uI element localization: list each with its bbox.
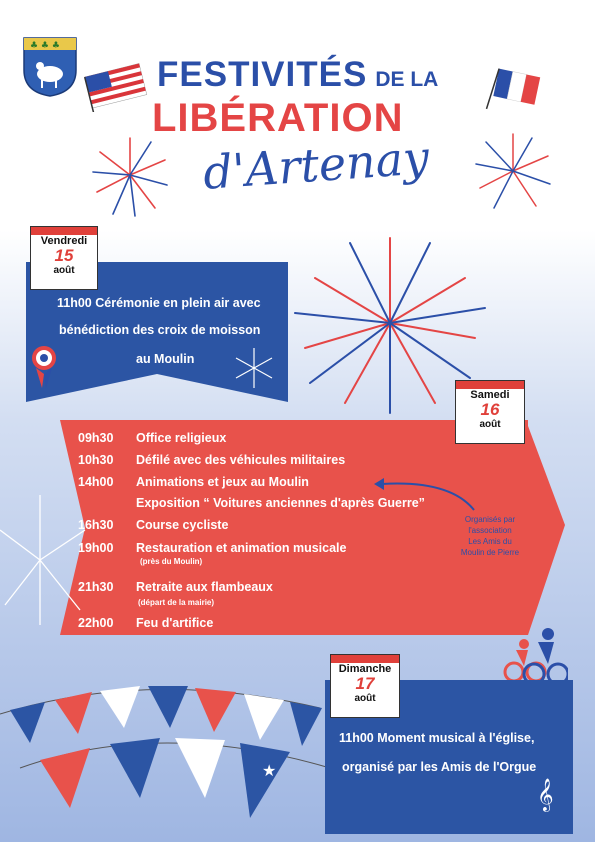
sunday-calendar: [330, 654, 400, 718]
saturday-calendar: [455, 380, 525, 444]
saturday-month: août: [479, 419, 501, 430]
title-artenay: d'Artenay: [201, 130, 431, 200]
friday-month: août: [53, 265, 75, 276]
arrow-icon: [370, 474, 480, 514]
sunday-month: août: [354, 693, 376, 704]
friday-line-1: 11h00 Cérémonie en plein air avec: [57, 296, 261, 310]
french-flag-icon: [485, 64, 541, 116]
calendar-header-bar: [456, 381, 524, 389]
event-time: 19h00: [78, 541, 114, 555]
bunting-icon: [0, 648, 330, 838]
coat-of-arms-icon: [22, 36, 78, 98]
friday-line-3: au Moulin: [136, 352, 195, 366]
event-note: (près du Moulin): [140, 557, 203, 566]
event-label: Exposition “ Voitures anciennes d'après Guerre”: [136, 496, 425, 510]
event-label: Animations et jeux au Moulin: [136, 475, 309, 489]
sunday-date: 17: [355, 674, 375, 693]
svg-text:★: ★: [262, 761, 277, 780]
title-festivites: FESTIVITÉS DE LA: [157, 55, 439, 94]
cockade-icon: [30, 344, 58, 390]
event-time: 22h00: [78, 616, 114, 630]
organizer-note: [435, 514, 545, 558]
firework-icon: [470, 128, 556, 214]
event-label: Retraite aux flambeaux: [136, 580, 273, 594]
event-label: Course cycliste: [136, 518, 229, 532]
svg-text:♣ ♣ ♣: ♣ ♣ ♣: [30, 41, 60, 51]
organizer-line: Les Amis du: [468, 537, 512, 546]
event-label: Restauration et animation musicale: [136, 541, 347, 555]
event-time: 14h00: [78, 475, 114, 489]
sunday-line-1: 11h00 Moment musical à l'église,: [339, 731, 535, 745]
organizer-line: Moulin de Pierre: [460, 548, 520, 557]
event-label: Office religieux: [136, 431, 227, 445]
friday-line-2: bénédiction des croix de moisson: [59, 323, 261, 337]
sunday-day: Dimanche: [338, 663, 392, 675]
event-time: 10h30: [78, 453, 114, 467]
title-liberation: LIBÉRATION: [152, 96, 404, 140]
organizer-line: l'association: [468, 526, 512, 535]
us-flag-icon: [82, 62, 148, 112]
event-time: 16h30: [78, 518, 114, 532]
saturday-date: 16: [480, 400, 500, 419]
music-note-icon: 𝄞: [537, 778, 554, 811]
calendar-header-bar: [331, 655, 399, 663]
organizer-line: Organisés par: [464, 515, 516, 524]
event-label: Feu d'artifice: [136, 616, 214, 630]
firework-icon: [85, 130, 175, 220]
calendar-header-bar: [31, 227, 97, 235]
event-note: (départ de la mairie): [138, 598, 215, 607]
event-label: Défilé avec des véhicules militaires: [136, 453, 346, 467]
friday-calendar: [30, 226, 98, 290]
event-time: 09h30: [78, 431, 114, 445]
friday-day: Vendredi: [40, 235, 88, 247]
saturday-day: Samedi: [470, 389, 510, 401]
title-de-la: DE LA: [375, 68, 439, 91]
firework-icon: [0, 490, 90, 630]
friday-date: 15: [54, 246, 74, 265]
sunday-line-2: organisé par les Amis de l'Orgue: [342, 760, 537, 774]
event-time: 21h30: [78, 580, 114, 594]
firework-icon: [232, 346, 276, 390]
